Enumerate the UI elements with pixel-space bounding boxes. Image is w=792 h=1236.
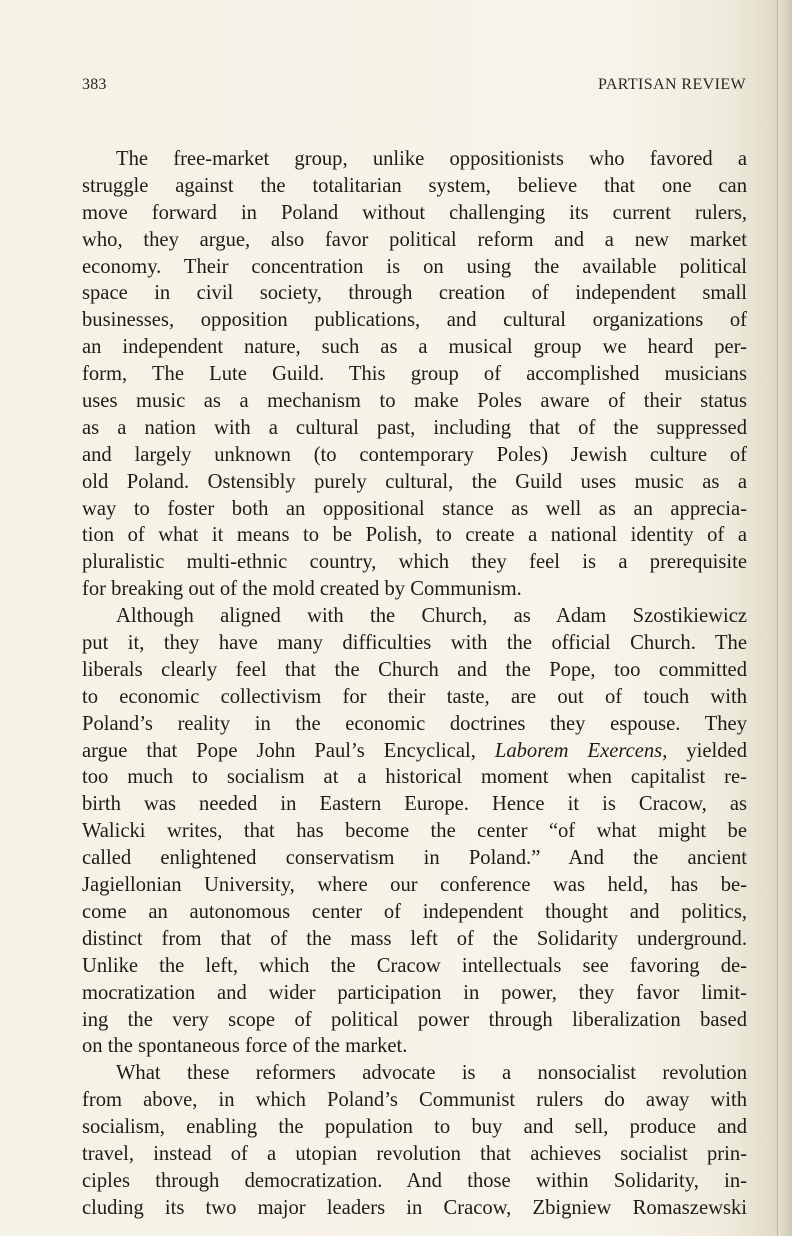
text-line: called enlightened conservatism in Poland.” And the ancient (82, 847, 747, 870)
paragraph (82, 1060, 747, 1221)
text-line: Walicki writes, that has become the center “of what might be (82, 820, 747, 843)
text-line: travel, instead of a utopian revolution that achieves socialist prin- (82, 1142, 747, 1165)
text-line: old Poland. Ostensibly purely cultural, the Guild uses music as a (82, 470, 747, 493)
italic-title: Laborem Exercens (494, 739, 663, 762)
text-span: , yielded (662, 739, 747, 762)
text-line: move forward in Poland without challenging its current rulers, (82, 201, 747, 224)
text-line: businesses, opposition publications, and cultural organizations of (82, 309, 747, 332)
text-line: as a nation with a cultural past, including that of the suppressed (82, 416, 747, 439)
text-line: who, they argue, also favor political reform and a new market (82, 228, 747, 251)
text-line: Unlike the left, which the Cracow intellectuals see favoring de- (82, 954, 747, 977)
text-line: for breaking out of the mold created by Communism. (82, 578, 522, 601)
text-line: space in civil society, through creation of independent small (82, 282, 747, 305)
journal-title: PARTISAN REVIEW (597, 76, 746, 93)
page-edge (777, 0, 792, 1236)
text-line: an independent nature, such as a musical group we heard per- (82, 336, 747, 359)
text-line: to economic collectivism for their taste, are out of touch with (82, 685, 747, 708)
text-line: form, The Lute Guild. This group of accomplished musicians (82, 363, 747, 386)
text-line: and largely unknown (to contemporary Poles) Jewish culture of (82, 443, 747, 466)
text-line: Poland’s reality in the economic doctrines they espouse. They (82, 712, 747, 735)
page-number: 383 (82, 76, 107, 93)
text-line: liberals clearly feel that the Church and the Pope, too committed (82, 658, 747, 681)
text-span: argue that Pope John Paul’s Encyclical, (82, 739, 495, 762)
text-line: ciples through democratization. And those within Solidarity, in- (82, 1169, 747, 1192)
text-line: What these reformers advocate is a nonsocialist revolution (116, 1062, 747, 1085)
text-line: The free-market group, unlike oppositionists who favored a (116, 148, 747, 170)
running-head (82, 76, 746, 98)
text-line: come an autonomous center of independent thought and politics, (82, 900, 747, 923)
text-line: uses music as a mechanism to make Poles aware of their status (82, 390, 747, 413)
text-line: pluralistic multi-ethnic country, which they feel is a prerequisite (82, 551, 747, 574)
text-line: Although aligned with the Church, as Adam Szostikiewicz (116, 605, 747, 628)
text-line: ing the very scope of political power through liberalization based (82, 1008, 747, 1031)
body-text (82, 146, 747, 1222)
text-line (82, 738, 747, 765)
text-line: too much to socialism at a historical moment when capitalist re- (82, 766, 747, 789)
text-line: from above, in which Poland’s Communist rulers do away with (82, 1089, 747, 1112)
text-line: on the spontaneous force of the market. (82, 1035, 408, 1058)
text-line: Jagiellonian University, where our conference was held, has be- (82, 874, 747, 897)
text-line: put it, they have many difficulties with the official Church. The (82, 632, 747, 655)
text-line: cluding its two major leaders in Cracow, Zbigniew Romaszewski (82, 1196, 747, 1219)
text-line: struggle against the totalitarian system, believe that one can (82, 174, 747, 197)
text-line: economy. Their concentration is on using the available political (82, 255, 747, 278)
text-line: birth was needed in Eastern Europe. Hence it is Cracow, as (82, 793, 747, 816)
text-line: socialism, enabling the population to buy and sell, produce and (82, 1116, 747, 1139)
text-line: mocratization and wider participation in power, they favor limit- (82, 981, 747, 1004)
text-line: tion of what it means to be Polish, to create a national identity of a (82, 524, 747, 547)
text-line: distinct from that of the mass left of the Solidarity underground. (82, 927, 747, 950)
text-line: way to foster both an oppositional stance as well as an apprecia- (82, 497, 747, 520)
paragraph (82, 146, 747, 603)
paragraph (82, 603, 747, 1060)
